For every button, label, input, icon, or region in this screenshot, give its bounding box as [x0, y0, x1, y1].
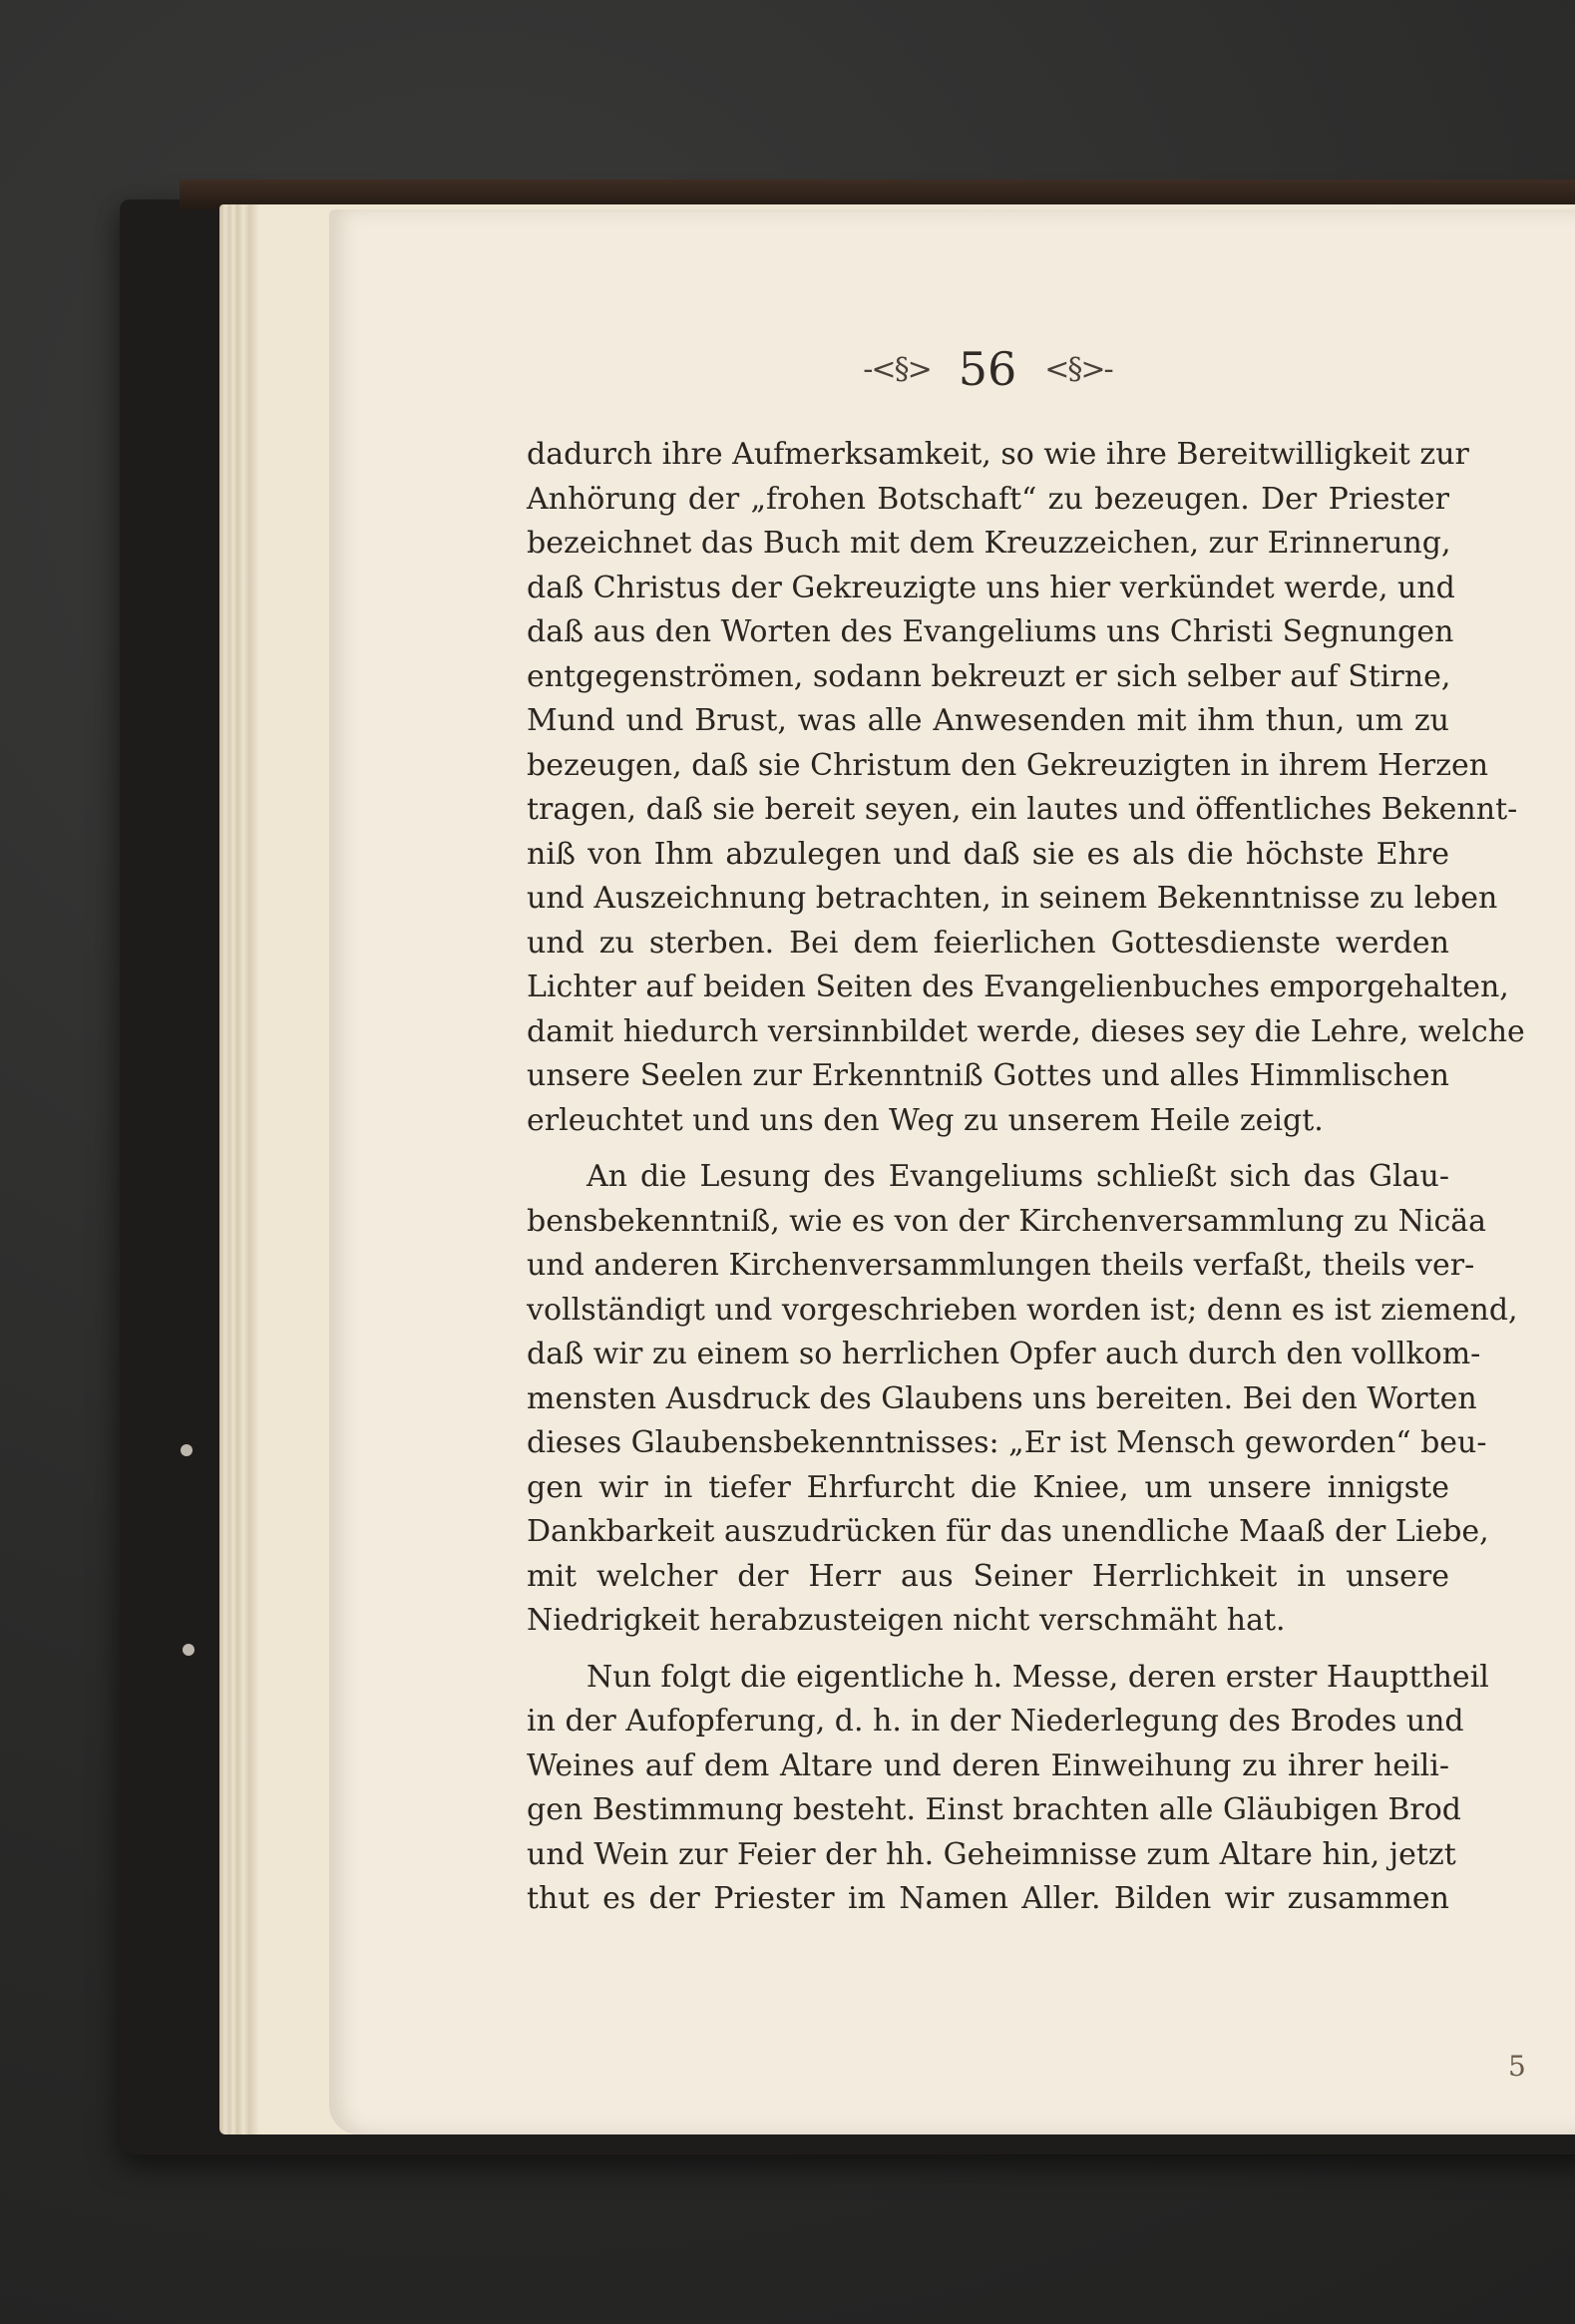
ornament-right-icon: <§>-	[1044, 351, 1112, 387]
text-line: erleuchtet und uns den Weg zu unserem Heile zeigt.	[527, 1102, 1324, 1138]
text-line: daß aus den Worten des Evangeliums uns Christi Segnungen	[527, 614, 1454, 649]
paragraph-3	[527, 1656, 1489, 1922]
text-line: mit welcher der Herr aus Seiner Herrlichkeit in unsere	[527, 1558, 1449, 1594]
paragraph-2	[527, 1155, 1518, 1644]
text-line: gen Bestimmung besteht. Einst brachten alle Gläubigen Brod	[527, 1792, 1461, 1827]
text-line: daß Christus der Gekreuzigte uns hier verkündet werde, und	[527, 570, 1455, 605]
text-line: Lichter auf beiden Seiten des Evangelienbuches emporgehalten,	[527, 969, 1509, 1004]
margin-mark: 5	[1508, 2050, 1526, 2083]
text-line: An die Lesung des Evangeliums schließt sich das Glau-	[587, 1159, 1449, 1194]
text-line: Anhörung der „frohen Botschaft“ zu bezeugen. Der Priester	[527, 481, 1449, 517]
body-text	[527, 433, 1525, 1922]
text-line: bezeichnet das Buch mit dem Kreuzzeichen, zur Erinnerung,	[527, 526, 1451, 561]
text-line: gen wir in tiefer Ehrfurcht die Kniee, um unsere innigste	[527, 1469, 1449, 1505]
text-line: dieses Glaubensbekenntnisses: „Er ist Mensch geworden“ beu-	[527, 1425, 1487, 1460]
text-line: Dankbarkeit auszudrücken für das unendliche Maaß der Liebe,	[527, 1514, 1489, 1549]
page-number: 56	[958, 342, 1017, 396]
text-line: und zu sterben. Bei dem feierlichen Gottesdienste werden	[527, 925, 1449, 961]
paragraph-1	[527, 433, 1525, 1143]
text-line: thut es der Priester im Namen Aller. Bilden wir zusammen	[527, 1881, 1449, 1916]
text-line: daß wir zu einem so herrlichen Opfer auch durch den vollkom-	[527, 1337, 1481, 1371]
text-line: bezeugen, daß sie Christum den Gekreuzigten in ihrem Herzen	[527, 747, 1489, 783]
text-line: unsere Seelen zur Erkenntniß Gottes und alles Himmlischen	[527, 1058, 1449, 1093]
text-line: niß von Ihm abzulegen und daß sie es als die höchste Ehre	[527, 836, 1449, 872]
text-line: mensten Ausdruck des Glaubens uns bereiten. Bei den Worten	[527, 1380, 1477, 1416]
text-line: Mund und Brust, was alle Anwesenden mit ihm thun, um zu	[527, 703, 1449, 738]
text-line: und anderen Kirchenversammlungen theils verfaßt, theils ver-	[527, 1248, 1475, 1283]
binding-hole	[183, 1644, 195, 1656]
text-line: und Auszeichnung betrachten, in seinem Bekenntnisse zu leben	[527, 881, 1498, 916]
text-line: tragen, daß sie bereit seyen, ein lautes und öffentliches Bekennt-	[527, 792, 1518, 827]
text-line: und Wein zur Feier der hh. Geheimnisse zum Altare hin, jetzt	[527, 1836, 1456, 1872]
text-line: damit hiedurch versinnbildet werde, dieses sey die Lehre, welche	[527, 1013, 1525, 1049]
text-line: entgegenströmen, sodann bekreuzt er sich selber auf Stirne,	[527, 658, 1451, 694]
ornament-left-icon: -<§>	[863, 351, 931, 387]
text-line: Nun folgt die eigentliche h. Messe, deren erster Haupttheil	[587, 1659, 1489, 1695]
text-line: dadurch ihre Aufmerksamkeit, so wie ihre Bereitwilligkeit zur	[527, 437, 1469, 472]
text-line: Niedrigkeit herabzusteigen nicht verschmäht hat.	[527, 1603, 1286, 1638]
page-header	[858, 339, 1117, 399]
text-line: vollständigt und vorgeschrieben worden ist; denn es ist ziemend,	[527, 1292, 1518, 1328]
binding-hole	[181, 1444, 193, 1456]
text-line: in der Aufopferung, d. h. in der Niederlegung des Brodes und	[527, 1704, 1464, 1739]
text-line: Weines auf dem Altare und deren Einweihung zu ihrer heili-	[527, 1747, 1449, 1783]
text-line: bensbekenntniß, wie es von der Kirchenversammlung zu Nicäa	[527, 1203, 1487, 1239]
